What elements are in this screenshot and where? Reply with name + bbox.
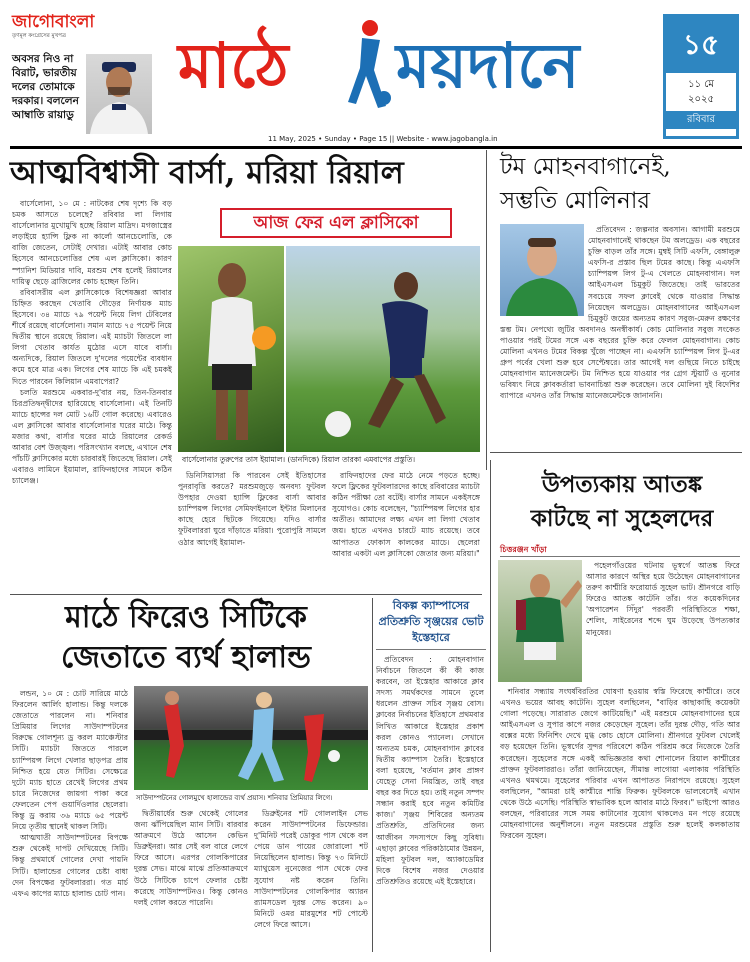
column-rule-middle: [372, 598, 373, 952]
suhail-byline: চিত্তরঞ্জন খাঁড়া: [500, 544, 740, 557]
suhail-headline: [500, 468, 744, 540]
clasico-kicker-box: [220, 208, 452, 238]
clasico-body-col3: রাফিনহাদের ফের মাঠে নেমে পড়তে হচ্ছে। ফলে ফ্লিকের ফুটবলারদের কাছে রবিবারের ম্যাচটা কঠিন পরীক্ষা তো বটেই। বার্সার সামনে একইসঙ্গে সুযোগও। কোচ বলেছেন, "চ্যাম্পিয়ন্স লিগের হার অতীত। আমাদের লক্ষ্য এখন লা লিগা খেতাব জয়। হাতে এখনও চারটে ম্যাচ রয়েছে। তবে আপাতত ফোকাস কালকের ম্যাচে। ছেলেরা আবার একটা এল ক্লাসিকো জেতার জন্য মরিয়া।": [332, 471, 480, 558]
person-silhouette-icon: [86, 54, 152, 134]
page-day: রবিবার: [666, 111, 736, 129]
suhail-headline-line1: উপত্যকায় আতঙ্ক: [541, 471, 703, 498]
page-date: ১১ মে: [688, 79, 714, 90]
srinjoy-headline: [376, 598, 486, 650]
page-number: ১৫: [666, 17, 736, 73]
masthead-title-left: মাঠে: [178, 29, 289, 102]
aldred-headline-line1: টম মোহনবাগানেই,: [500, 154, 671, 180]
clasico-bottom-rule: [10, 594, 482, 595]
aldred-headline: [500, 150, 744, 220]
brand-name: জাগোবাংলা: [12, 12, 95, 32]
srinjoy-headline-text: বিকল্প ক্যাম্পাসের প্রতিশ্রুতি সৃঞ্জয়ের ভোট ইস্তেহারে: [378, 599, 484, 644]
page-year: ২০২৫: [688, 94, 714, 105]
clasico-caption: বার্সেলোনার তুরুপের তাস ইয়ামাল। (ডানদিকে) রিয়াল তারকা এমবাপের প্রস্তুতি।: [178, 454, 480, 466]
suhail-body-rest: শনিবার সন্ধ্যায় সংঘর্ষবিরতির ঘোষণা হওয়ায় স্বস্তি ফিরেছে কাশ্মীরে। তবে এখনও ভয়ের আবহ কাটেনি। সুহেল বলছিলেন, "বাড়ির কাছাকাছি কয়েকটা গোলা পড়েছে। সারারাত জেগে কাটিয়েছি।" এই মরশুমে মোহনবাগানের হয়ে আইএসএল ও সুপার কাপে নজর কেড়েছেন সুহেল। তাঁর দুরন্ত দৌড়, গতি আর বক্সের মধ্যে ফিনিশিং দেখে মুগ্ধ কোচ হোসে মোলিনা। শ্রীনগরে ফুটবল খেলেই বড় হয়েছেন তিনি। ভূস্বর্গের সুন্দর পরিবেশে কঠিন পরিশ্রম করে নিজেকে তৈরি করেছেন। সুহেলের সঙ্গে একই অভিজ্ঞতার কথা শোনালেন রিয়াল কাশ্মীরের প্রাক্তন ফুটবলাররাও। তাঁরা জানিয়েছেন, সীমান্ত লাগোয়া এলাকায় পরিস্থিতি এখনও থমথমে। সুহেলের পরিবার এখন আপাতত নিরাপদে রয়েছে। সুহেল বলছিলেন, "আমরা চাই কাশ্মীরে শান্তি ফিরুক। ফুটবলকে ভালবেসেই এখান থেকে উঠে এসেছি। পরিস্থিতি স্বাভাবিক হলে আবার মাঠে ফিরব।" ভাইপো আরও বলছেন, পরিবারের সঙ্গে সময় কাটানোর সুযোগ থাকলেও মন পড়ে রয়েছে মোহনবাগানের অনুশীলনে। নতুন মরশুমের প্রস্তুতি শুরু হলেই কলকাতায় ফিরবেন সুহেল।: [500, 687, 740, 841]
brand-tagline: তৃণমূল কংগ্রেসের মুখপত্র: [12, 33, 66, 39]
mbappe-photo: [286, 246, 480, 452]
player-kicking-icon: [286, 246, 480, 452]
haaland-caption: সাউদাম্পটনের গোলমুখে হালান্ডের ব্যর্থ প্রয়াস। শনিবার প্রিমিয়ার লিগে।: [134, 792, 368, 804]
srinjoy-body: প্রতিবেদন : মোহনবাগান নির্বাচনে জিতলে কী কী কাজ করবেন, তা ইস্তেহার আকারে ক্লাব সদস্য সমর্থকদের সামনে তুলে ধরলেন প্রাক্তন সচিব সৃঞ্জয় বোস। ক্লাবের নির্বাচনের ইতিহাসে প্রথমবার লিখিত আকারে ইস্তেহার প্রকাশ করল কোনও প্যানেল। সেখানে অন্যতম চমক, মোহনবাগান ক্লাবের দ্বিতীয় ক্যাম্পাস তৈরি। ইস্তেহারে বলা হয়েছে, 'বর্তমান ক্লাব প্রাঙ্গণ যেহেতু সেনা নিয়ন্ত্রিত, তাই বছর বছর কর দিতে হয়। তাই নতুন সম্পদ সন্ধান করাই হবে নতুন কমিটির কাজ।' সৃঞ্জয় শিবিরের অন্যতম প্রতিশ্রুতি, প্রতিদিনের জন্য আজীবন সদস্যপদে কিছু সুবিধা। এছাড়া ক্লাবের পরিকাঠামোর উন্নয়ন, মহিলা ফুটবল দল, অ্যাকাডেমির দিকে বিশেষ নজর দেওয়ার প্রতিশ্রুতিও রয়েছে এই ইস্তেহারে।: [376, 655, 484, 886]
page-number-box: [663, 14, 739, 139]
suhail-photo: [498, 560, 582, 682]
haaland-photo: [134, 686, 368, 790]
haaland-headline-line2: জেতাতে ব্যর্থ হালান্ড: [61, 640, 311, 675]
clasico-kicker: আজ ফের এল ক্লাসিকো: [253, 213, 419, 233]
masthead-title-right: ময়দানে: [396, 29, 580, 102]
suhail-headline-line2: কাটছে না সুহেলদের: [530, 505, 714, 532]
aldred-body: প্রতিবেদন : জল্পনার অবসান। আগামী মরশুমে মোহনবাগানেই থাকছেন টম অলড্রেড। এক বছরের চুক্তি বাড়ল তাঁর সঙ্গে। মুম্বই সিটি এফসি, বেঙ্গালুরু এফসি-র প্রস্তাব ছিল টমের কাছে। কিন্তু এএফসি চ্যাম্পিয়ন্স লিগ টু-এ খেলতে মোহনবাগান। দল আইএসএল চিমুকুট জিতেছে। তাই ভারতের সবচেয়ে সফল ক্লাবেই থেকে যাওয়ার সিদ্ধান্ত নিয়েছেন অলড্রেড। মোহনবাগানের আইএসএল চিমুকুট জয়ের অন্যতম কারণ সবুজ-মেরুন রক্ষণের স্তম্ভ টম। নেপথ্যে জুটির অবদানও অনস্বীকার্য। কোচ মোলিনার সবুজ সংকেত পাওয়ার পরই টমের সঙ্গে এক বছরের চুক্তি করে ফেলল মোহনবাগান। কোচ মোলিনা এখনও টমের বিকল্প খুঁজে পাচ্ছেন না। এএফসি চ্যাম্পিয়ন্স লিগ টু-এর গ্রুপ পর্বের খেলা শুরু হবে সেপ্টেম্বরে। তার আগেই দল গুছিয়ে নিতে চাইছে মোহনবাগান ম্যানেজমেন্ট। টম নিশ্চিত হয়ে যাওয়ার পর গ্রেগ স্টুয়ার্ট ও নুনোর ভবিষ্যৎ নিয়ে ক্লাবকর্তারা ভাবনাচিন্তা শুরু করেছেন। তবে মোলিনা দুই বিদেশির ব্যাপারে এখনও তাঁর সিদ্ধান্ত ম্যানেজমেন্টকে জানাননি।: [500, 225, 740, 401]
masthead-rule: [10, 146, 742, 149]
clasico-body-col2: ডিনিসিয়াসরা কি পারবেন সেই ইতিহাসের পুনরাবৃত্তি করতে? মরশুমজুড়ে অনবদ্য ফুটবল উপহার দেওয়া হ্যান্সি ফ্লিকের বার্সা আবার চ্যাম্পিয়ন্স লিগের সেমিফাইনালে ইন্টার মিলানের কাছে হেরে ছিটকে গিয়েছে। যদিও বার্সার ফুটবলাররা ঘুরে দাঁড়াতে মরিয়া। পুরোপুরি সামলে ওঠার আগেই ইয়ামাল-: [178, 471, 326, 547]
haaland-body-col3: ডিব্রুইনের শট গোললাইন সেভ করেন সাউদাম্পটনের ডিফেন্ডার। দু'মিনিট পরেই ডোকুর পাস থেকে বল পেয়ে ডান পায়ের জোরালো শট নিয়েছিলেন হালান্ড। কিন্তু ৭৩ মিনিটে ম্যাথুয়েস নুনেজের পাস থেকে ফের সুযোগ নষ্ট করেন তিনি। সাউদাম্পটনের গোলকিপার অ্যারন র‍্যামসডেল দুরন্ত সেভ করেন। ৯০ মিনিটে ওমর মারমুশের শট পোস্টে লেগে ফিরে আসে।: [254, 809, 368, 929]
match-action-icon: [134, 686, 368, 790]
player-training-icon: [178, 246, 284, 452]
brand-logo: [12, 12, 95, 44]
kohli-photo: [86, 54, 152, 134]
clasico-headline: আত্মবিশ্বাসী বার্সা, মরিয়া রিয়াল: [10, 155, 404, 191]
column-rule-top: [486, 150, 487, 470]
masthead-title: [172, 18, 592, 130]
player-celebrating-icon: [498, 560, 582, 682]
yamal-photo: [178, 246, 284, 452]
aldred-bottom-rule: [490, 452, 742, 453]
masthead-dateline: 11 May, 2025 • Sunday • Page 15 || Website - www.jagobangla.in: [268, 135, 498, 143]
haaland-body-col1: লন্ডন, ১০ মে : চোট সারিয়ে মাঠে ফিরলেন আর্লিং হালান্ড। কিন্তু দলকে জেতাতে পারলেন না। শনিবার প্রিমিয়ার লিগের সাউদাম্পটনের বিরুদ্ধে গোলশূন্য ড্র করল ম্যাঞ্চেস্টার সিটি। ম্যাচটা জিততে পারলে চ্যাম্পিয়ন্স লিগে খেলার ছাড়পত্র প্রায় নিশ্চিত হয়ে যেত সিটির। সেক্ষেত্রে দুটো ম্যাচ হাতে রেখেই লিগের প্রথম চারে নিজেদের জায়গা পাকা করে ফেলতেন পেপ গুয়ার্দিওলার ছেলেরা। কিন্তু ড্র করায় ৩৬ ম্যাচে ৬৫ পয়েন্ট নিয়ে তৃতীয় স্থানেই থাকল সিটি। আত্মঘাতী সাউদাম্পটনের বিপক্ষে শুরু থেকেই দাপট দেখিয়েছে সিটি। কিন্তু প্রথমার্ধে গোলের দেখা পায়নি সিটি। হালান্ডের গোলের চেষ্টা বাধা দেন বিপক্ষের ফুটবলাররা। গত মার্চ এফএ কাপের ম্যাচে হালান্ড চোট পান।: [12, 689, 128, 898]
aldred-headline-line2: সম্ভতি মোলিনার: [500, 188, 651, 214]
suhail-body-top: পহেলগাঁওয়ের ঘটনায় ভূস্বর্গে আতঙ্ক ফিরে আসার কারণে অস্থির হয়ে উঠেছেন মোহনবাগানের তরুণ কাশ্মীরি ফরোয়ার্ড সুহেল ভাট। শ্রীনগরে বাড়ি ফিরেও আতঙ্ক কাটেনি তাঁর। গত কয়েকদিনের 'অপারেশন সিঁদুর' পরবর্তী পরিস্থিতিতে শক্ষা, শেলিং, সাইরেনের শব্দে ঘুম উড়েছে উপত্যকার মানুষের।: [586, 561, 740, 637]
clasico-body-col1: বার্সেলোনা, ১০ মে : নাটকের শেষ দৃশ্যে কি বড় চমক আসতে চলেছে? রবিবার লা লিগায় বার্সেলোনার মুখোমুখি হচ্ছে রিয়াল মাদ্রিদ। মগজাস্ত্রের লড়াইয়ে হ্যান্সি ফ্লিক না কার্লো আনচেলোত্তি, কে বাজি জেতেন, সেটাই দেখার। এটাই আবার কোচ হিসেবে আনচেলোত্তির শেষ এল ক্লাসিকো। কারণ স্প্যানিশ মিডিয়ার দাবি, মরশুম শেষ হলেই রিয়ালের দায়িত্ব ছেড়ে ব্রাজিলের কোচ হচ্ছেন তিনি। রবিবাসরীয় এল ক্লাসিকোকে বিশেষজ্ঞরা আবার চিহ্নিত করছেন খেতাবি দৌড়ের নির্ণায়ক ম্যাচ হিসেবে। ৩৪ ম্যাচে ৭৯ পয়েন্ট নিয়ে লিগ টেবিলের শীর্ষে রয়েছে বার্সেলোনা। সমান ম্যাচে ৭৫ পয়েন্ট নিয়ে দ্বিতীয় স্থানে রয়েছে রিয়াল। এই ম্যাচটা জিতলে লা লিগা খেতাব কার্যত মুঠোর এসে যাবে বার্সা। অন্যদিকে, রিয়াল জিতলে দু'দলের পয়েন্টের ব্যবধান কমে হবে মাত্র এক। লিগের শেষ ম্যাচে কি এই চমকই দিতে পারবেন কিলিয়ান এমবাপেরা? চলতি মরশুমে একবার-দু'বার নয়, তিন-তিনবার চিরপ্রতিদ্বন্দ্বীদের হারিয়েছে বার্সেলোনা। এই তিনটি ম্যাচে হান্সের দল মোট ১৬টি গোল করেছে। এবারেও এল ক্লাসিকো আবার বার্সেলোনার ঘরের মাঠে। কিন্তু মজার কথা, বার্সার ঘরের মাঠে রিয়ালের রেকর্ড আবার বেশ উজ্জ্বল। পরিসংখ্যান বলছে, এখানে শেষ পাঁচটি ক্লাসিকোর মধ্যে চারবারই জিতেছে রিয়াল। সেই এবারও লামিনে ইয়ামাল, রাফিনহাদের সামনে কঠিন চ্যালেঞ্জ।: [12, 199, 172, 486]
haaland-body-col2: দ্বিতীয়ার্ধের শুরু থেকেই গোলের জন্য ঝাঁপিয়েছিল ম্যান সিটি। বারবার আক্রমণে উঠে আসেন কেভিন ডিব্রুইনরা। আর সেই বল বারে লেগে ফিরে আসে। এরপর গোলকিপারের দুরন্ত সেভ। মাঝে মাঝে প্রতিআক্রমণে উঠে সিটিকে চাপে ফেলার চেষ্টা করেছে সাউদাম্পটনও। কিন্তু কোনও দলই গোল করতে পারেনি।: [134, 809, 248, 907]
haaland-headline-line1: মাঠে ফিরেও সিটিকে: [65, 600, 307, 635]
haaland-headline: [10, 598, 362, 680]
column-rule-right: [490, 460, 491, 952]
teaser-text: অবসর নিও না বিরাট, ভারতীয় দলের তোমাকে দরকার। বললেন আম্বাতি রায়াডু: [12, 53, 79, 121]
teaser-box: [12, 52, 82, 122]
footballer-logo-icon: [340, 18, 396, 114]
